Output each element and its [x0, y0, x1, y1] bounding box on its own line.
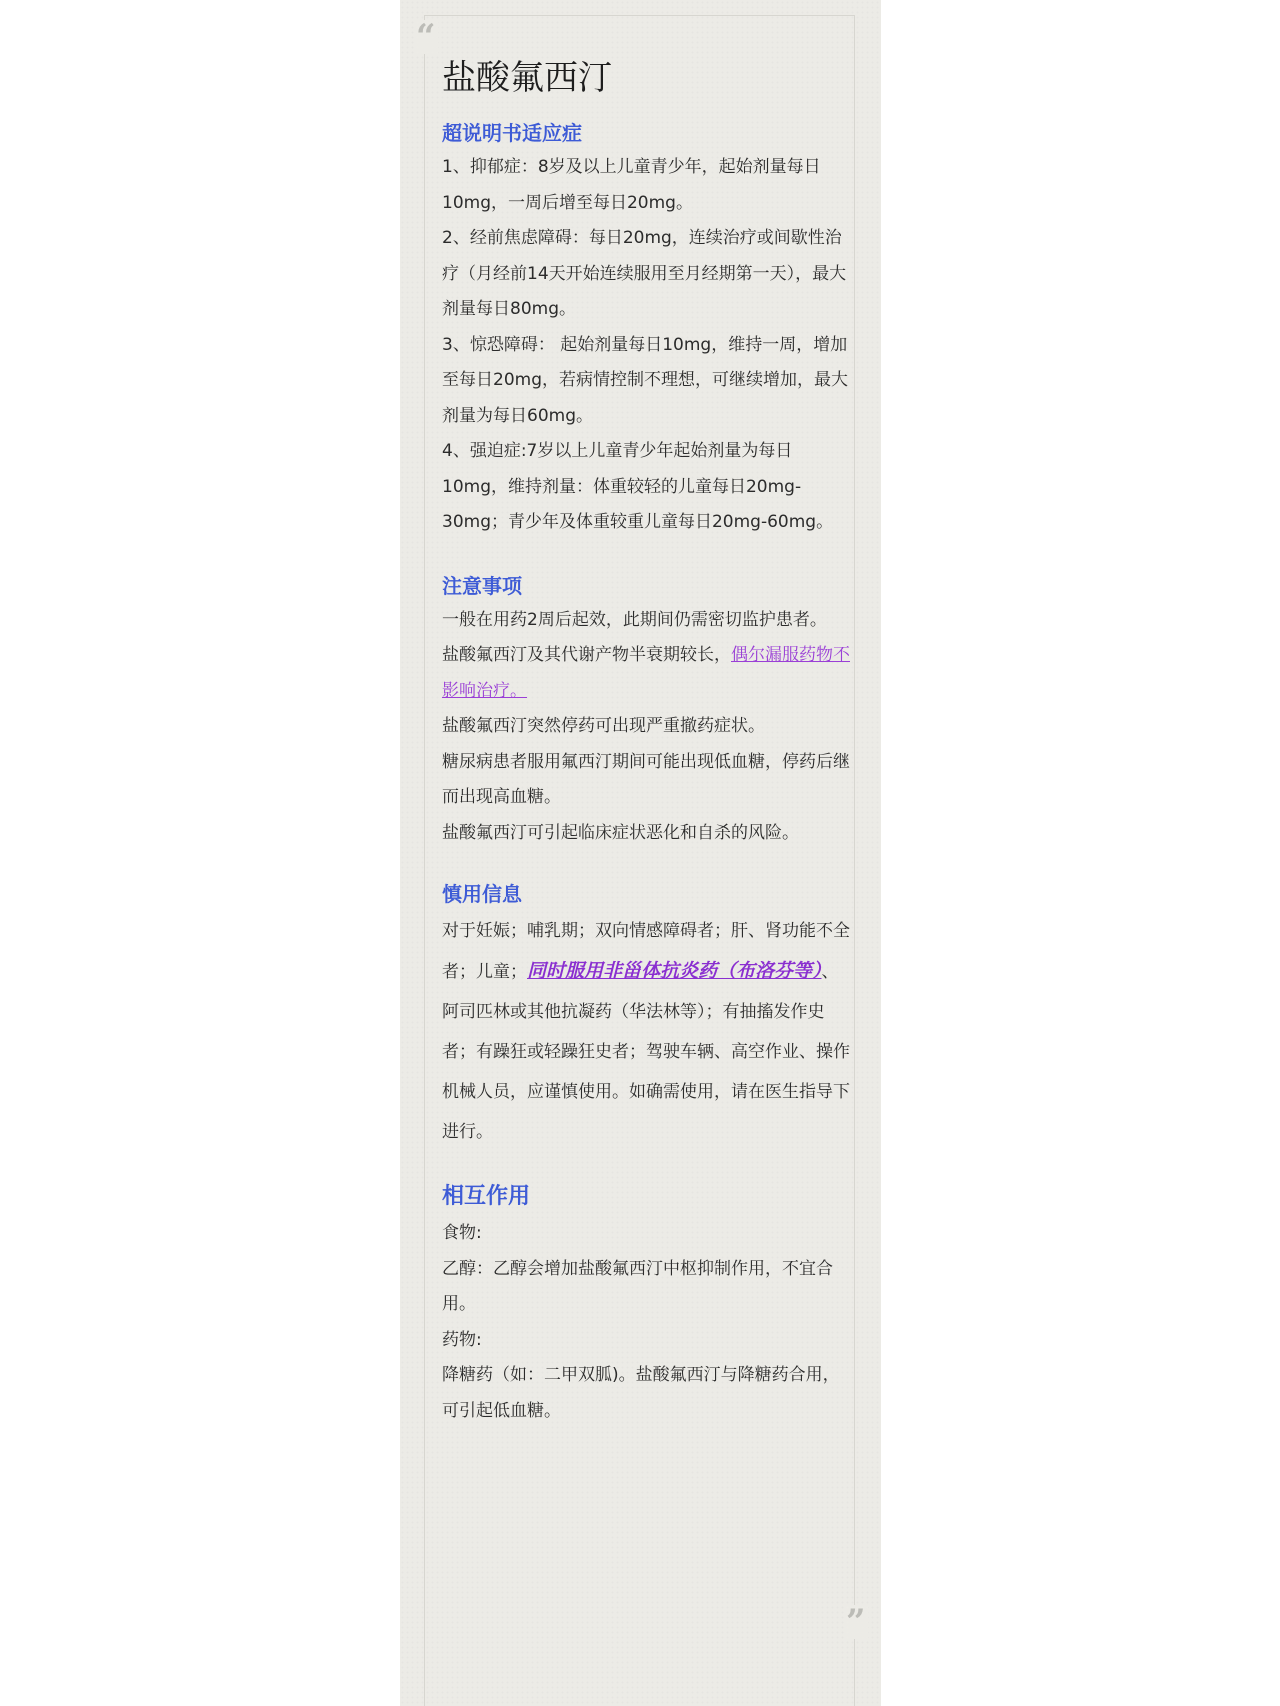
- interaction-drug-text: 降糖药（如：二甲双胍)。盐酸氟西汀与降糖药合用，可引起低血糖。: [442, 1365, 840, 1421]
- interaction-food-label: 食物:: [442, 1223, 482, 1243]
- off-label-item-1: 1、抑郁症：8岁及以上儿童青少年，起始剂量每日10mg，一周后增至每日20mg。: [442, 157, 821, 213]
- off-label-item-3: 3、惊恐障碍： 起始剂量每日10mg，维持一周，增加至每日20mg，若病情控制不理想，可继续增加，最大剂量为每日60mg。: [442, 334, 848, 426]
- paper-card: [400, 0, 881, 1706]
- section-heading-off-label: 超说明书适应症: [442, 121, 582, 145]
- off-label-item-4: 4、强迫症:7岁以上儿童青少年起始剂量为每日10mg，维持剂量：体重较轻的儿童每日20mg-30mg；青少年及体重较重儿童每日20mg-60mg。: [442, 441, 834, 532]
- caution-before: 对于妊娠；哺乳期；双向情感障碍者；肝、肾功能不全者；儿童；: [442, 921, 850, 982]
- section-heading-caution: 慎用信息: [442, 882, 522, 906]
- precaution-withdrawal: 盐酸氟西汀突然停药可出现严重撤药症状。: [442, 716, 765, 736]
- caution-after: 、阿司匹林或其他抗凝药（华法林等）；有抽搐发作史者；有躁狂或轻躁狂史者；驾驶车辆、高空作业、操作机械人员，应谨慎使用。如确需使用，请在医生指导下进行。: [442, 962, 850, 1142]
- missed-dose-link[interactable]: 偶尔漏服药物不影响治疗。: [442, 645, 850, 701]
- document-content: [442, 54, 852, 1429]
- section-heading-interactions: 相互作用: [442, 1184, 531, 1209]
- off-label-item-2: 2、经前焦虑障碍：每日20mg，连续治疗或间歇性治疗（月经前14天开始连续服用至月经期第一天），最大剂量每日80mg。: [442, 228, 847, 319]
- caution-text: [442, 911, 852, 1152]
- precaution-diabetes: 糖尿病患者服用氟西汀期间可能出现低血糖，停药后继而出现高血糖。: [442, 751, 850, 807]
- page-title: 盐酸氟西汀: [442, 58, 612, 98]
- interaction-food-text: 乙醇：乙醇会增加盐酸氟西汀中枢抑制作用，不宜合用。: [442, 1258, 833, 1314]
- open-quote-icon: “: [416, 17, 436, 57]
- close-quote-icon: ”: [846, 1602, 866, 1642]
- section-heading-precautions: 注意事项: [442, 573, 522, 598]
- precaution-onset: 一般在用药2周后起效，此期间仍需密切监护患者。: [442, 609, 827, 630]
- nsaid-highlight-link[interactable]: 同时服用非甾体抗炎药（布洛芬等）: [527, 960, 822, 982]
- interaction-drug-label: 药物:: [442, 1329, 482, 1350]
- half-life-text: 盐酸氟西汀及其代谢产物半衰期较长，: [442, 645, 731, 665]
- precaution-suicide-risk: 盐酸氟西汀可引起临床症状恶化和自杀的风险。: [442, 822, 799, 843]
- precaution-half-life: [442, 638, 852, 709]
